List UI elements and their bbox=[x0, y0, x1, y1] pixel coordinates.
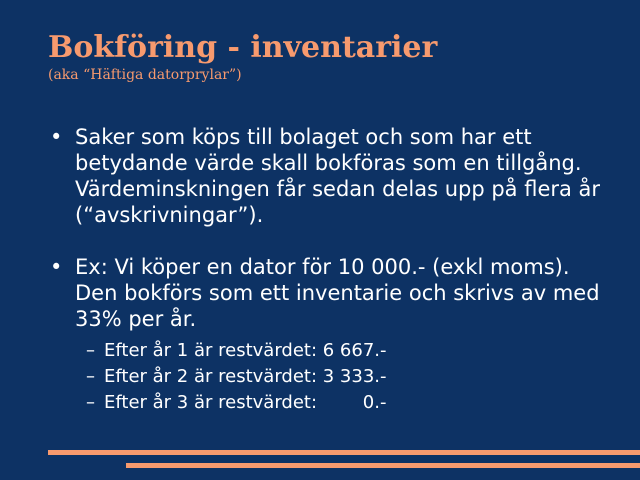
sub-item-text: Efter år 1 är restvärdet: 6 667.- bbox=[104, 340, 387, 361]
sub-list bbox=[50, 338, 610, 416]
sub-item-year-1 bbox=[86, 338, 610, 364]
dash-icon: – bbox=[86, 392, 95, 413]
slide-title: Bokföring - inventarier bbox=[48, 30, 438, 65]
sub-item-text: Efter år 2 är restvärdet: 3 333.- bbox=[104, 366, 387, 387]
sub-item-year-3 bbox=[86, 390, 610, 416]
decorative-rule-bottom bbox=[126, 463, 640, 468]
dash-icon: – bbox=[86, 366, 95, 387]
bullet-icon: • bbox=[50, 255, 63, 279]
slide-content bbox=[50, 124, 610, 416]
sub-item-text: Efter år 3 är restvärdet: 0.- bbox=[104, 392, 387, 413]
bullet-item-1 bbox=[50, 124, 610, 228]
bullet-item-2 bbox=[50, 254, 610, 332]
dash-icon: – bbox=[86, 340, 95, 361]
bullet-icon: • bbox=[50, 125, 63, 149]
slide-subtitle: (aka “Häftiga datorprylar”) bbox=[48, 67, 242, 83]
sub-item-year-2 bbox=[86, 364, 610, 390]
decorative-rule-top bbox=[48, 450, 640, 455]
bullet-text: Ex: Vi köper en dator för 10 000.- (exkl moms). Den bokförs som ett inventarie och skrivs av med 33% per år. bbox=[75, 255, 600, 331]
bullet-text: Saker som köps till bolaget och som har ett betydande värde skall bokföras som en tillgång. Värdeminskningen får sedan delas upp på flera år (“avskrivningar”). bbox=[75, 125, 601, 227]
